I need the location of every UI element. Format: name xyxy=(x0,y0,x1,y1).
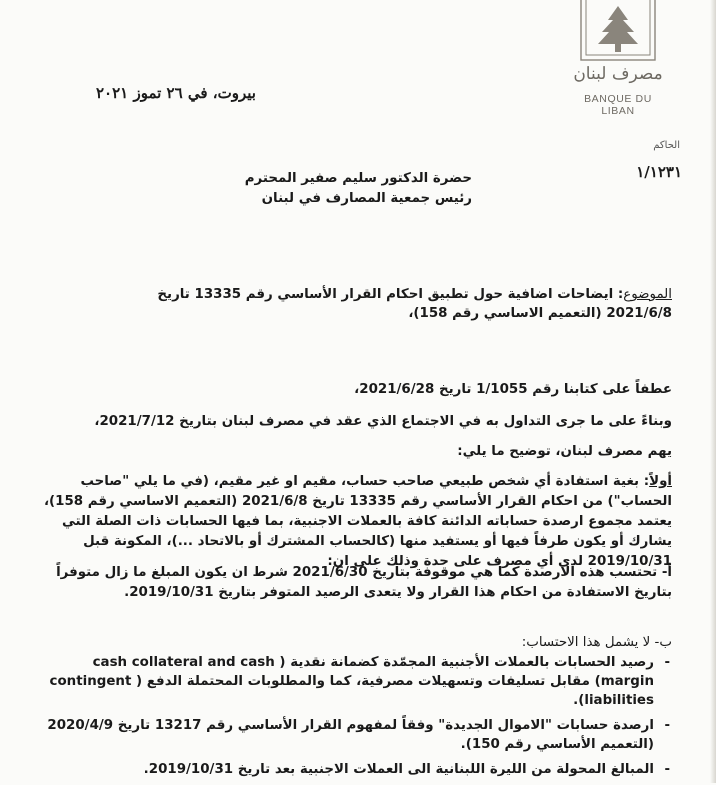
governor-label: الحاكم xyxy=(653,140,680,151)
exclusion-list xyxy=(32,653,672,785)
subject-label: الموضوع xyxy=(623,287,672,302)
clause-first-label: أولاً xyxy=(649,474,672,489)
date-line: بيروت، في ٢٦ تموز ٢٠٢١ xyxy=(96,84,256,102)
addressee-name: حضرة الدكتور سليم صفير المحترم xyxy=(244,171,472,186)
cedar-emblem-icon xyxy=(578,0,658,62)
paragraph-meeting: وبناءً على ما جرى التداول به في الاجتماع الذي عقد في مصرف لبنان بتاريخ 2021/7/12، xyxy=(94,414,672,429)
bank-logo xyxy=(568,0,668,117)
reference-number: ١/١٢٣١ xyxy=(636,163,682,181)
clause-beta: ب- لا يشمل هذا الاحتساب: xyxy=(521,635,672,650)
list-item: - رصيد الحسابات بالعملات الأجنبية المجمّدة كضمانة نقدية ( cash collateral and cash margin) مقابل تسليفات وتسهيلات مصرفية، كما والمطلوبات المحتملة الدفع ( contingent liabilities). xyxy=(32,653,672,710)
bank-name-english: BANQUE DU LIBAN xyxy=(584,93,652,117)
subject-text: : ايضاحات اضافية حول تطبيق احكام القرار الأساسي رقم 13335 تاريخ 2021/6/8 (التعميم الاساسي رقم 158)، xyxy=(157,287,672,321)
paragraph-reference: عطفاً على كتابنا رقم 1/1055 تاريخ 2021/6/28، xyxy=(354,382,672,397)
list-item: - ارصدة حسابات "الاموال الجديدة" وفقاً لمفهوم القرار الأساسي رقم 13217 تاريخ 2020/4/9 (التعميم الأساسي رقم 150). xyxy=(32,716,672,754)
page-edge-shadow xyxy=(710,0,716,783)
list-item: - المبالغ المحولة من الليرة اللبنانية الى العملات الاجنبية بعد تاريخ 2019/10/31. xyxy=(32,760,672,779)
addressee-title: رئيس جمعية المصارف في لبنان xyxy=(261,191,472,206)
bank-name-arabic: مصرف لبنان xyxy=(573,64,663,84)
clause-first xyxy=(32,472,672,572)
paragraph-intro: يهم مصرف لبنان، توضيح ما يلي: xyxy=(457,444,672,459)
clause-alpha: أ- تحتسب هذه الارصدة كما هي موقوفة بتاريخ 2021/6/30 شرط ان يكون المبلغ ما زال متوفراً بتاريخ الاستفادة من احكام هذا القرار ولا يتعدى الرصيد المتوفر بتاريخ 2019/10/31. xyxy=(56,565,672,600)
clause-first-text: : بغية استفادة أي شخص طبيعي صاحب حساب، مقيم او غير مقيم، (في ما يلي "صاحب الحساب") من احكام القرار الأساسي رقم 13335 تاريخ 2021/6/8 (التعميم الاساسي رقم 158)، يعتمد مجموع ارصدة حساباته الدائنة كافة بالعملات الاجنبية، بما فيها الحسابات ذات الصلة التي يشارك أو يكون طرفاً فيها أو يستفيد منها (كالحساب المشترك أو بالاتحاد ...)، المكونة قبل 2019/10/31 لدى أي مصرف على حدة وذلك على ان: xyxy=(43,474,672,569)
subject-line xyxy=(112,285,672,323)
